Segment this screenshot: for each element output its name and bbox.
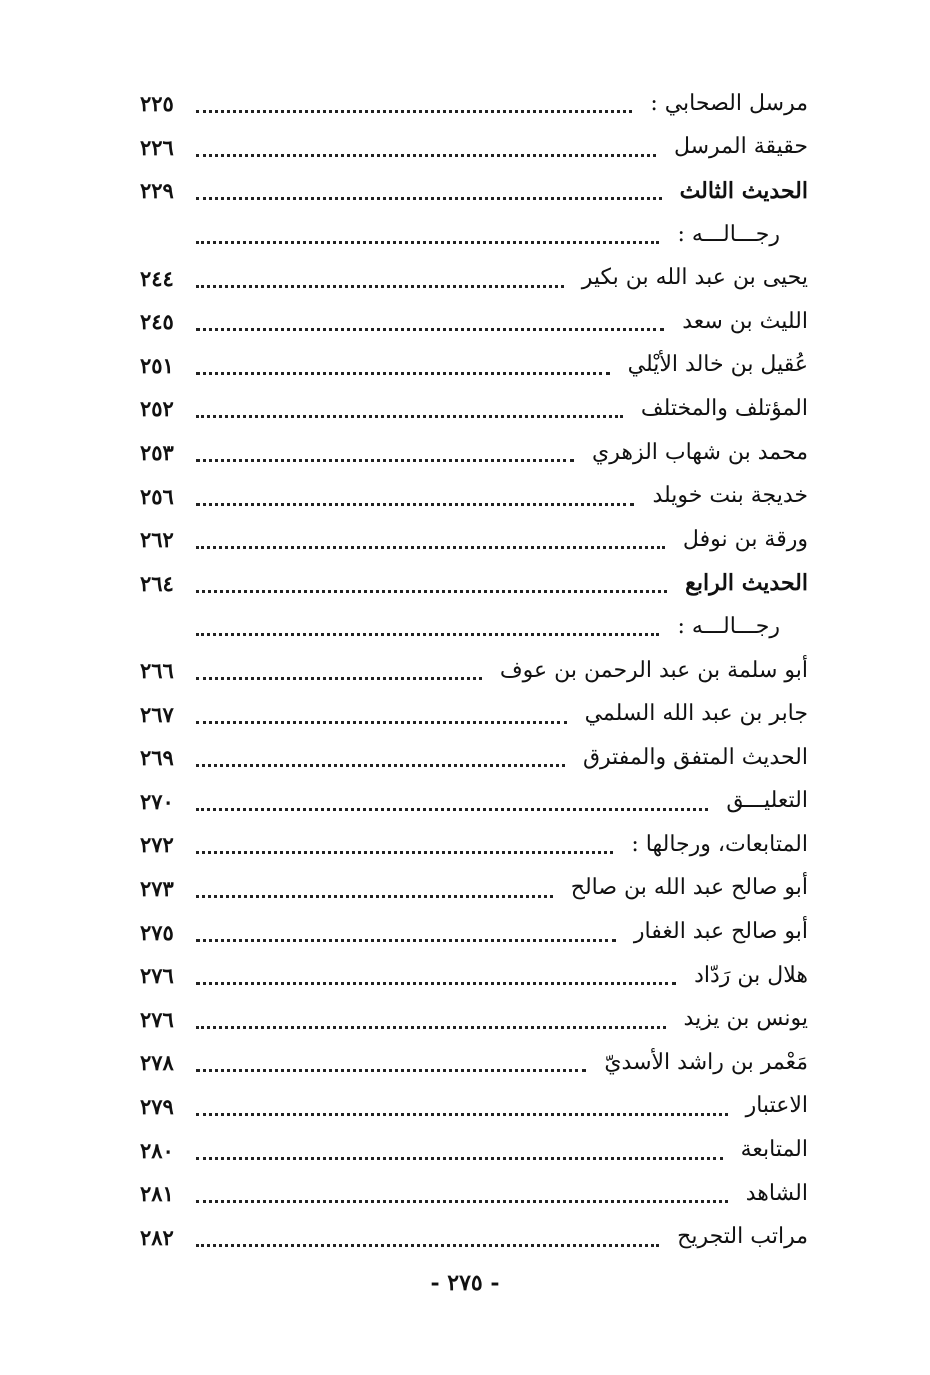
toc-entry-title: خديجة بنت خويلد: [652, 483, 808, 509]
toc-entry: [140, 1128, 808, 1172]
toc-entry-title: أبو سلمة بن عبد الرحمن بن عوف: [499, 657, 808, 683]
toc-entry-page: ٢٦٩: [140, 745, 174, 771]
toc-entry: [140, 997, 808, 1041]
dot-leader: [196, 134, 656, 157]
toc-entry-title: المتابعات، ورجالها :: [631, 831, 808, 857]
toc-entry-page: ٢٥٣: [140, 440, 174, 466]
toc-entry-page: ٢٨١: [140, 1181, 174, 1207]
toc-entry-page: ٢٥١: [140, 352, 174, 378]
table-of-contents: [140, 82, 808, 1259]
toc-entry: [140, 344, 808, 388]
toc-entry: [140, 256, 808, 300]
dot-leader: [196, 526, 665, 549]
toc-entry: [140, 474, 808, 518]
toc-entry-title: أبو صالح عبد الغفار: [633, 919, 808, 945]
toc-entry: [140, 736, 808, 780]
dot-leader: [196, 1137, 723, 1160]
toc-entry: [140, 387, 808, 431]
dot-leader: [196, 919, 616, 942]
toc-entry-title: مرسل الصحابي :: [650, 90, 808, 116]
toc-entry-page: ٢٧٥: [140, 919, 174, 945]
dot-leader: [196, 221, 659, 244]
toc-entry-page: ٢٤٤: [140, 265, 174, 291]
toc-entry: [140, 823, 808, 867]
toc-entry: [140, 1041, 808, 1085]
toc-entry-title: رجـــالـــه :: [677, 221, 780, 247]
toc-entry-page: ٢٧٢: [140, 832, 174, 858]
dot-leader: [196, 744, 565, 767]
toc-entry-title: محمد بن شهاب الزهري: [591, 439, 808, 465]
toc-entry-page: ٢٥٢: [140, 396, 174, 422]
toc-entry: [140, 300, 808, 344]
toc-entry-title: الليث بن سعد: [682, 308, 808, 334]
toc-entry-title: الشاهد: [745, 1180, 808, 1206]
dot-leader: [196, 177, 662, 200]
toc-entry-title: عُقيل بن خالد الأيْلي: [627, 352, 808, 378]
toc-entry-page: ٢٧٠: [140, 788, 174, 814]
toc-entry-title: هلال بن رَدّاد: [694, 962, 808, 988]
toc-entry: [140, 126, 808, 170]
dot-leader: [196, 831, 613, 854]
toc-entry-page: ٢٦٦: [140, 658, 174, 684]
toc-entry-title: يونس بن يزيد: [683, 1006, 808, 1032]
toc-entry-page: ٢٦٧: [140, 701, 174, 727]
toc-entry-title: المتابعة: [740, 1137, 808, 1163]
toc-entry-page: ٢٢٥: [140, 91, 174, 117]
dot-leader: [196, 90, 632, 113]
toc-entry-title: أبو صالح عبد الله بن صالح: [570, 875, 808, 901]
toc-entry-page: ٢٤٥: [140, 309, 174, 335]
toc-entry-title: الاعتبار: [745, 1093, 808, 1119]
toc-entry: [140, 431, 808, 475]
toc-entry-title: مَعْمر بن راشد الأسديّ: [604, 1049, 808, 1075]
toc-entry: [140, 562, 808, 606]
toc-entry-page: ٢٧٨: [140, 1050, 174, 1076]
dot-leader: [196, 1224, 659, 1247]
toc-entry: [140, 82, 808, 126]
toc-entry-page: ٢٨٠: [140, 1137, 174, 1163]
toc-entry-title: ورقة بن نوفل: [682, 526, 808, 552]
toc-entry-page: ٢٢٩: [140, 178, 174, 204]
toc-entry: [140, 1085, 808, 1129]
toc-entry-title: جابر بن عبد الله السلمي: [584, 701, 808, 727]
dot-leader: [196, 788, 708, 811]
toc-entry-page: ٢٧٣: [140, 875, 174, 901]
toc-entry: [140, 780, 808, 824]
dot-leader: [196, 1180, 728, 1203]
dot-leader: [196, 308, 664, 331]
toc-entry-page: ٢٧٦: [140, 963, 174, 989]
dot-leader: [196, 657, 482, 680]
toc-entry-page: ٢٥٦: [140, 483, 174, 509]
toc-entry-page: ٢٨٢: [140, 1224, 174, 1250]
toc-entry: [140, 518, 808, 562]
toc-entry: [140, 649, 808, 693]
toc-entry: [140, 692, 808, 736]
dot-leader: [196, 483, 634, 506]
dot-leader: [196, 875, 553, 898]
dot-leader: [196, 352, 610, 375]
toc-entry: [140, 605, 808, 649]
toc-entry-page: ٢٢٦: [140, 134, 174, 160]
dot-leader: [196, 265, 564, 288]
toc-entry-title: الحديث الثالث: [679, 177, 808, 204]
toc-entry-title: حقيقة المرسل: [673, 134, 808, 160]
toc-entry-page: ٢٦٢: [140, 527, 174, 553]
toc-entry: [140, 1215, 808, 1259]
toc-entry: [140, 910, 808, 954]
toc-entry-title: التعليـــق: [726, 788, 808, 814]
toc-entry-title: رجـــالـــه :: [677, 613, 780, 639]
dot-leader: [196, 439, 574, 462]
dot-leader: [196, 1049, 586, 1072]
dot-leader: [196, 701, 567, 724]
toc-entry: [140, 213, 808, 257]
toc-entry-title: يحيى بن عبد الله بن بكير: [581, 265, 808, 291]
dot-leader: [196, 962, 676, 985]
toc-entry-title: الحديث المتفق والمفترق: [582, 744, 808, 770]
toc-entry-page: ٢٧٦: [140, 1006, 174, 1032]
toc-entry: [140, 169, 808, 213]
toc-entry-page: ٢٧٩: [140, 1093, 174, 1119]
toc-entry-title: مراتب التجريح: [677, 1224, 808, 1250]
toc-entry: [140, 1172, 808, 1216]
dot-leader: [196, 613, 659, 636]
dot-leader: [196, 1093, 728, 1116]
dot-leader: [196, 570, 667, 593]
toc-entry-page: ٢٦٤: [140, 570, 174, 596]
dot-leader: [196, 1006, 666, 1029]
toc-entry: [140, 954, 808, 998]
page-number: - ٢٧٥ -: [430, 1270, 500, 1296]
toc-entry-title: الحديث الرابع: [685, 570, 808, 597]
dot-leader: [196, 395, 623, 418]
toc-entry: [140, 867, 808, 911]
toc-entry-title: المؤتلف والمختلف: [640, 395, 808, 421]
